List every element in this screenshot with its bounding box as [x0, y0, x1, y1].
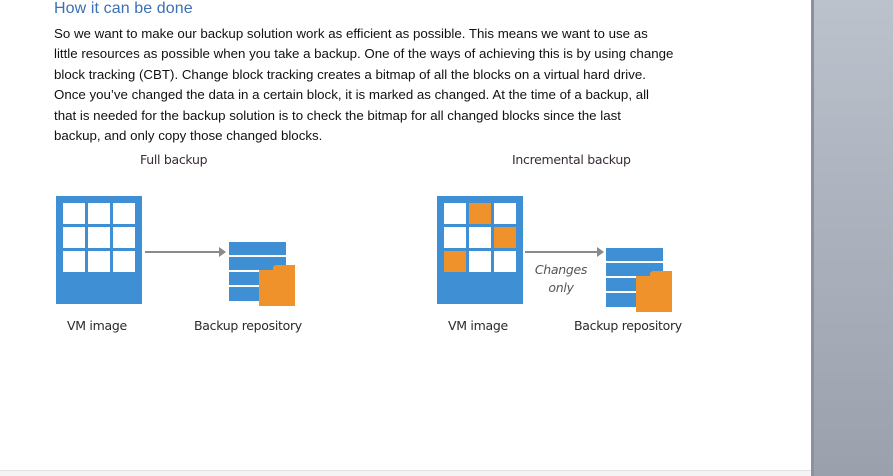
- paragraph-line: So we want to make our backup solution work as efficient as possible. This means we want to use as: [54, 26, 648, 41]
- block-cell: [494, 251, 516, 272]
- changes-only-label: [528, 261, 594, 297]
- block-cell: [444, 227, 466, 248]
- arrow-icon: [145, 251, 222, 253]
- changes-label-line: only: [548, 280, 574, 295]
- vm-image-label: VM image: [448, 318, 508, 333]
- changed-block-cell: [469, 203, 491, 224]
- block-cell: [88, 203, 110, 224]
- block-cell: [494, 203, 516, 224]
- changes-label-line: Changes: [534, 262, 588, 277]
- paragraph-line: that is needed for the backup solution is to check the bitmap for all changed blocks since the last: [54, 107, 621, 123]
- document-workspace-background: [811, 0, 893, 476]
- changed-block-cell: [444, 251, 466, 272]
- block-cell: [63, 251, 85, 272]
- block-cell: [88, 251, 110, 272]
- block-cell: [113, 251, 135, 272]
- backup-repository-icon: [229, 242, 305, 308]
- page-bottom-edge: [0, 470, 811, 476]
- folder-icon: [636, 276, 672, 312]
- vm-image-label: VM image: [67, 318, 127, 333]
- changed-block-cell: [494, 227, 516, 248]
- arrow-icon: [525, 251, 600, 253]
- disk-layer: [606, 248, 663, 261]
- paragraph-line: backup, and only copy those changed blocks.: [54, 128, 323, 144]
- block-cell: [63, 227, 85, 248]
- incremental-backup-title: Incremental backup: [512, 152, 631, 167]
- full-backup-title: Full backup: [140, 152, 208, 167]
- backup-repository-label: Backup repository: [194, 318, 302, 333]
- block-cell: [469, 227, 491, 248]
- block-cell: [113, 227, 135, 248]
- vm-image-icon: [56, 196, 142, 304]
- body-paragraph: [54, 24, 754, 146]
- backup-repository-icon: [606, 248, 682, 314]
- block-cell: [469, 251, 491, 272]
- paragraph-line: block tracking (CBT). Change block tracking creates a bitmap of all the blocks on a virtual hard drive.: [54, 66, 646, 82]
- section-heading: How it can be done: [54, 0, 193, 17]
- block-cell: [444, 203, 466, 224]
- paragraph-line: Once you’ve changed the data in a certain block, it is marked as changed. At the time of a backup, all: [54, 87, 650, 103]
- disk-layer: [229, 242, 286, 255]
- backup-repository-label: Backup repository: [574, 318, 682, 333]
- block-cell: [88, 227, 110, 248]
- vm-image-icon: [437, 196, 523, 304]
- block-cell: [113, 203, 135, 224]
- folder-icon: [259, 270, 295, 306]
- paragraph-line: little resources as possible when you take a backup. One of the ways of achieving this is by using change: [54, 46, 674, 62]
- block-cell: [63, 203, 85, 224]
